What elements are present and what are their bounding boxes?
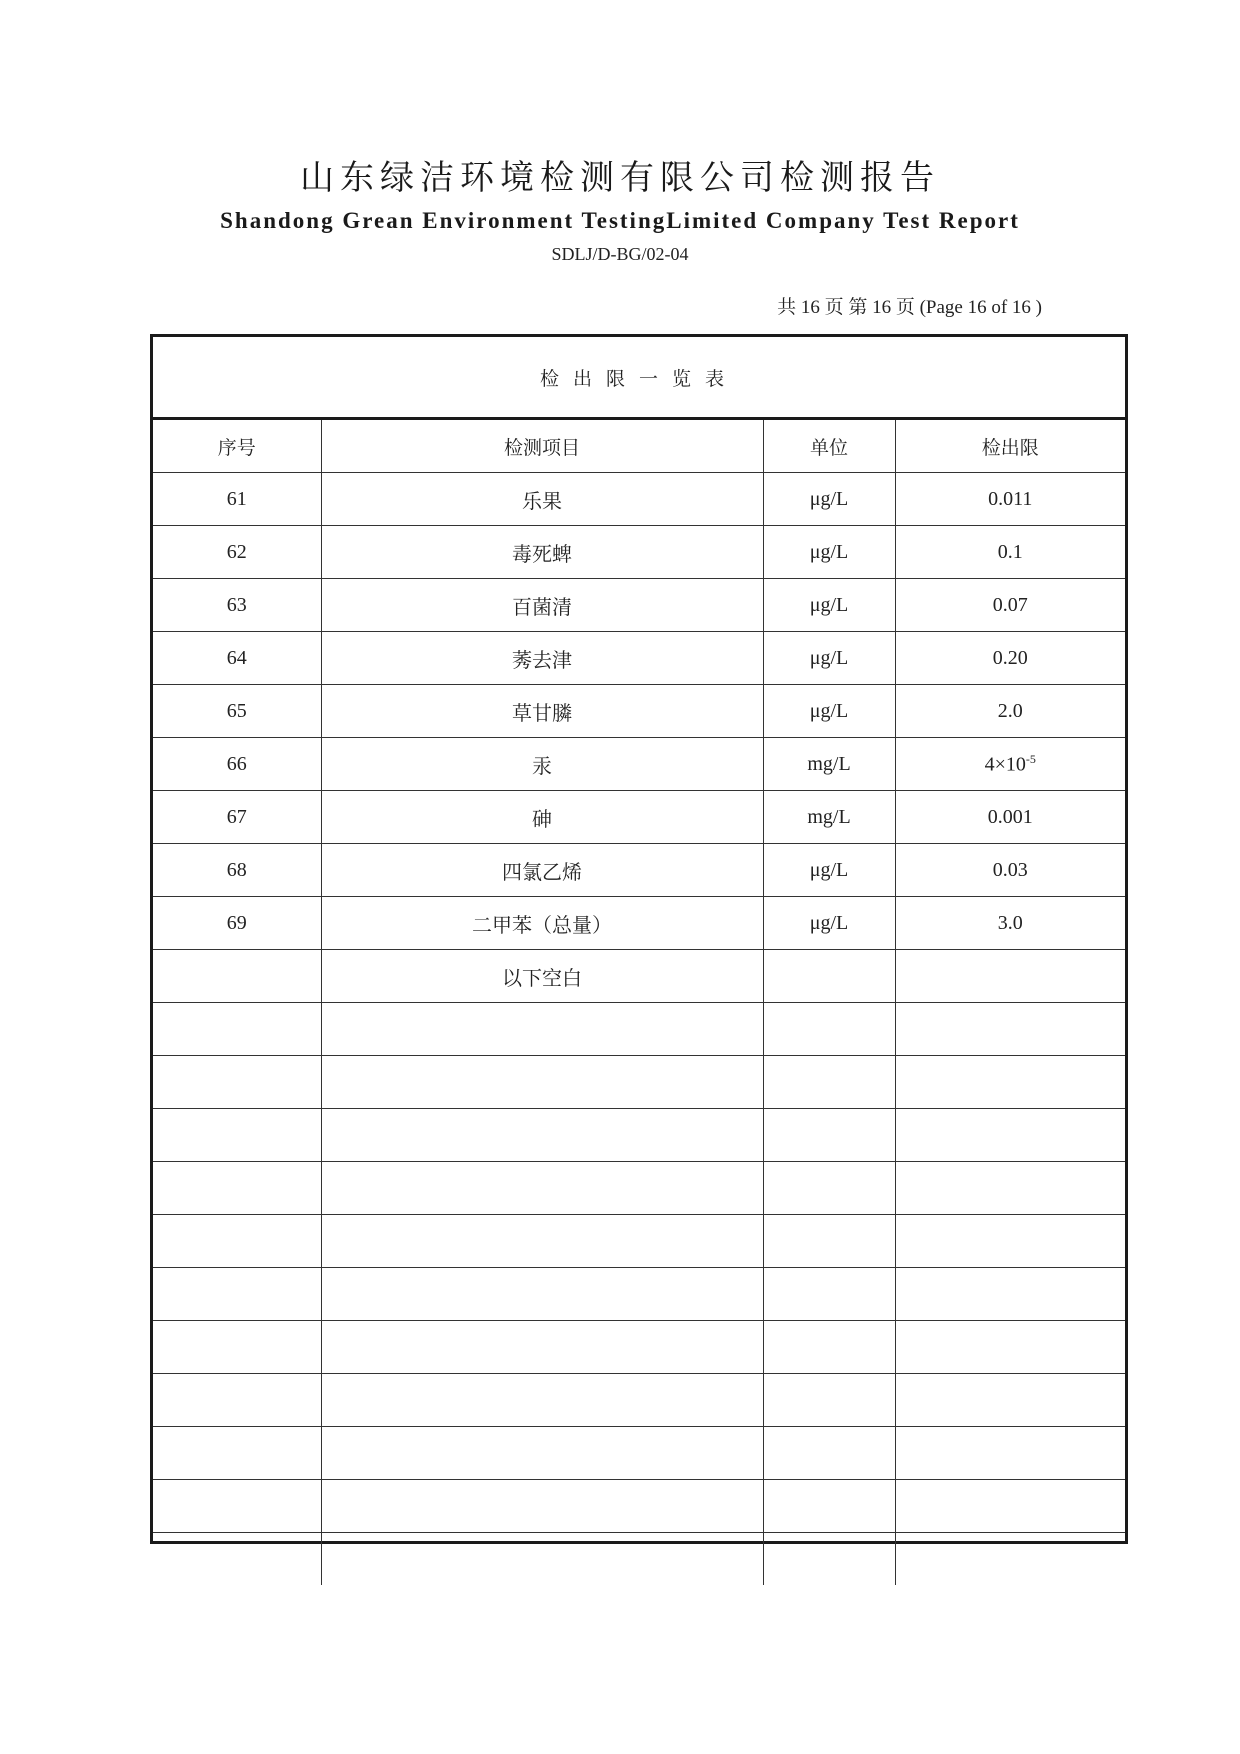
- blank-cell: [763, 1374, 895, 1427]
- blank-cell: [895, 1162, 1125, 1215]
- cell-unit: [763, 526, 895, 579]
- cell-no: [153, 791, 321, 844]
- cell-limit-text: 4×10: [984, 753, 1026, 776]
- cell-item-text: 汞: [532, 753, 552, 778]
- blank-table-row: [153, 1003, 1125, 1056]
- cell-item: [321, 685, 763, 738]
- blank-cell: [763, 1109, 895, 1162]
- cell-no: [153, 579, 321, 632]
- cell-no-text: 67: [226, 805, 247, 828]
- blank-cell: [321, 1162, 763, 1215]
- blank-cell: [321, 1533, 763, 1586]
- blank-cell: [321, 1056, 763, 1109]
- cell-item: [321, 791, 763, 844]
- cell-limit-text: 3.0: [997, 911, 1023, 934]
- blank-cell: [321, 1480, 763, 1533]
- report-title-cn: 山东绿洁环境检测有限公司检测报告: [300, 158, 940, 198]
- cell-unit-text: μg/L: [809, 593, 849, 616]
- blank-cell: [763, 1003, 895, 1056]
- blank-cell: [153, 1003, 321, 1056]
- blank-cell: [153, 1056, 321, 1109]
- blank-table-row: [153, 1109, 1125, 1162]
- blank-cell: [763, 1480, 895, 1533]
- cell-no: [153, 844, 321, 897]
- blank-cell: [153, 1321, 321, 1374]
- cell-item-text: 百菌清: [512, 594, 572, 619]
- blank-cell: [321, 1109, 763, 1162]
- blank-cell: [153, 1215, 321, 1268]
- table-row: [153, 897, 1125, 950]
- blank-cell: [895, 1215, 1125, 1268]
- blank-table-row: [153, 1427, 1125, 1480]
- blank-cell: [763, 1321, 895, 1374]
- blank-table-row: [153, 1321, 1125, 1374]
- cell-limit-text: 0.03: [992, 858, 1028, 881]
- blank-cell: [321, 1374, 763, 1427]
- cell-unit: [763, 791, 895, 844]
- blank-cell: [153, 1533, 321, 1586]
- cell-unit: [763, 844, 895, 897]
- cell-unit-text: mg/L: [807, 805, 851, 828]
- blank-cell: [153, 1480, 321, 1533]
- blank-cell: [895, 1109, 1125, 1162]
- table-row: [153, 844, 1125, 897]
- blank-cell: [895, 1480, 1125, 1533]
- blank-cell: [895, 1374, 1125, 1427]
- table-header-row: [153, 420, 1125, 473]
- report-title-en: Shandong Grean Environment TestingLimited Company Test Report: [220, 208, 1020, 233]
- blank-cell: [321, 1427, 763, 1480]
- blank-cell: [763, 1533, 895, 1586]
- cell-item: [321, 473, 763, 526]
- column-header-unit: 单位: [763, 420, 895, 473]
- blank-cell: [153, 1109, 321, 1162]
- cell-unit-text: μg/L: [809, 911, 849, 934]
- cell-item-text: 毒死蜱: [512, 541, 572, 566]
- cell-limit: [895, 950, 1125, 1003]
- cell-item: [321, 897, 763, 950]
- blank-cell: [763, 1268, 895, 1321]
- cell-limit: [895, 685, 1125, 738]
- cell-unit: [763, 738, 895, 791]
- table-row: [153, 791, 1125, 844]
- cell-item-text: 莠去津: [512, 647, 572, 672]
- cell-item: [321, 579, 763, 632]
- blank-cell: [895, 1056, 1125, 1109]
- blank-table-row: [153, 1162, 1125, 1215]
- cell-item-text: 砷: [532, 806, 552, 831]
- blank-cell: [153, 1427, 321, 1480]
- table-row: [153, 579, 1125, 632]
- cell-no: [153, 950, 321, 1003]
- cell-unit: [763, 897, 895, 950]
- cell-limit: [895, 897, 1125, 950]
- blank-table-row: [153, 1374, 1125, 1427]
- detection-limit-table: [153, 420, 1125, 1585]
- cell-no: [153, 738, 321, 791]
- cell-unit-text: μg/L: [809, 858, 849, 881]
- blank-cell: [321, 1215, 763, 1268]
- blank-table-row: [153, 1533, 1125, 1586]
- cell-unit: [763, 632, 895, 685]
- table-title: 检出限一览表: [153, 337, 1125, 420]
- cell-limit-text: 0.07: [992, 593, 1028, 616]
- cell-unit: [763, 950, 895, 1003]
- blank-cell: [153, 1268, 321, 1321]
- column-header-limit: 检出限: [895, 420, 1125, 473]
- cell-item: [321, 844, 763, 897]
- cell-limit-text: 0.001: [987, 805, 1033, 828]
- blank-cell: [895, 1003, 1125, 1056]
- cell-item: [321, 738, 763, 791]
- table-row: [153, 738, 1125, 791]
- blank-cell: [895, 1427, 1125, 1480]
- blank-cell: [763, 1215, 895, 1268]
- blank-cell: [763, 1056, 895, 1109]
- blank-cell: [895, 1321, 1125, 1374]
- cell-item: [321, 950, 763, 1003]
- blank-cell: [321, 1321, 763, 1374]
- cell-limit: [895, 526, 1125, 579]
- blank-table-row: [153, 1056, 1125, 1109]
- table-row: [153, 632, 1125, 685]
- cell-limit: [895, 632, 1125, 685]
- cell-unit: [763, 685, 895, 738]
- cell-unit: [763, 473, 895, 526]
- table-row: [153, 473, 1125, 526]
- page-indicator: 共 16 页 第 16 页 (Page 16 of 16 ): [777, 297, 1042, 318]
- detection-limit-table-frame: [150, 334, 1128, 1544]
- blank-cell: [895, 1533, 1125, 1586]
- cell-limit: [895, 473, 1125, 526]
- cell-no-text: 68: [226, 858, 247, 881]
- cell-unit-text: μg/L: [809, 699, 849, 722]
- cell-unit: [763, 579, 895, 632]
- cell-no: [153, 526, 321, 579]
- column-header-no: 序号: [153, 420, 321, 473]
- blank-cell: [763, 1427, 895, 1480]
- cell-limit-exponent: -5: [1025, 751, 1036, 766]
- cell-no-text: 69: [226, 911, 247, 934]
- blank-table-row: [153, 1215, 1125, 1268]
- blank-cell: [895, 1268, 1125, 1321]
- cell-item: [321, 632, 763, 685]
- blank-table-row: [153, 1268, 1125, 1321]
- cell-no-text: 64: [226, 646, 247, 669]
- blank-cell: [763, 1162, 895, 1215]
- cell-limit: [895, 579, 1125, 632]
- cell-no-text: 66: [226, 752, 247, 775]
- blank-cell: [321, 1003, 763, 1056]
- cell-unit-text: μg/L: [809, 646, 849, 669]
- cell-limit-text: 2.0: [997, 699, 1023, 722]
- cell-no-text: 61: [226, 487, 247, 510]
- column-header-item: 检测项目: [321, 420, 763, 473]
- cell-unit-text: μg/L: [809, 487, 849, 510]
- cell-limit: [895, 738, 1125, 791]
- blank-table-row: [153, 1480, 1125, 1533]
- cell-item-text: 草甘膦: [512, 700, 572, 725]
- cell-limit: [895, 844, 1125, 897]
- cell-no: [153, 473, 321, 526]
- cell-limit-text: 0.20: [992, 646, 1028, 669]
- table-body: [153, 473, 1125, 1586]
- cell-no-text: 62: [226, 540, 247, 563]
- cell-limit-text: 0.1: [997, 540, 1023, 563]
- cell-unit-text: μg/L: [809, 540, 849, 563]
- cell-item: [321, 526, 763, 579]
- cell-item-text: 以下空白: [502, 965, 582, 990]
- cell-unit-text: mg/L: [807, 752, 851, 775]
- blank-cell: [153, 1374, 321, 1427]
- cell-no: [153, 685, 321, 738]
- cell-no-text: 63: [226, 593, 247, 616]
- blank-cell: [153, 1162, 321, 1215]
- cell-item-text: 二甲苯（总量）: [472, 912, 612, 937]
- cell-item-text: 乐果: [522, 488, 562, 513]
- cell-limit-text: 0.011: [988, 487, 1033, 510]
- table-row: [153, 685, 1125, 738]
- table-row: [153, 526, 1125, 579]
- cell-no: [153, 632, 321, 685]
- document-code: SDLJ/D-BG/02-04: [551, 244, 689, 264]
- cell-item-text: 四氯乙烯: [502, 859, 582, 884]
- table-row: [153, 950, 1125, 1003]
- cell-limit: [895, 791, 1125, 844]
- cell-no-text: 65: [226, 699, 247, 722]
- cell-no: [153, 897, 321, 950]
- blank-cell: [321, 1268, 763, 1321]
